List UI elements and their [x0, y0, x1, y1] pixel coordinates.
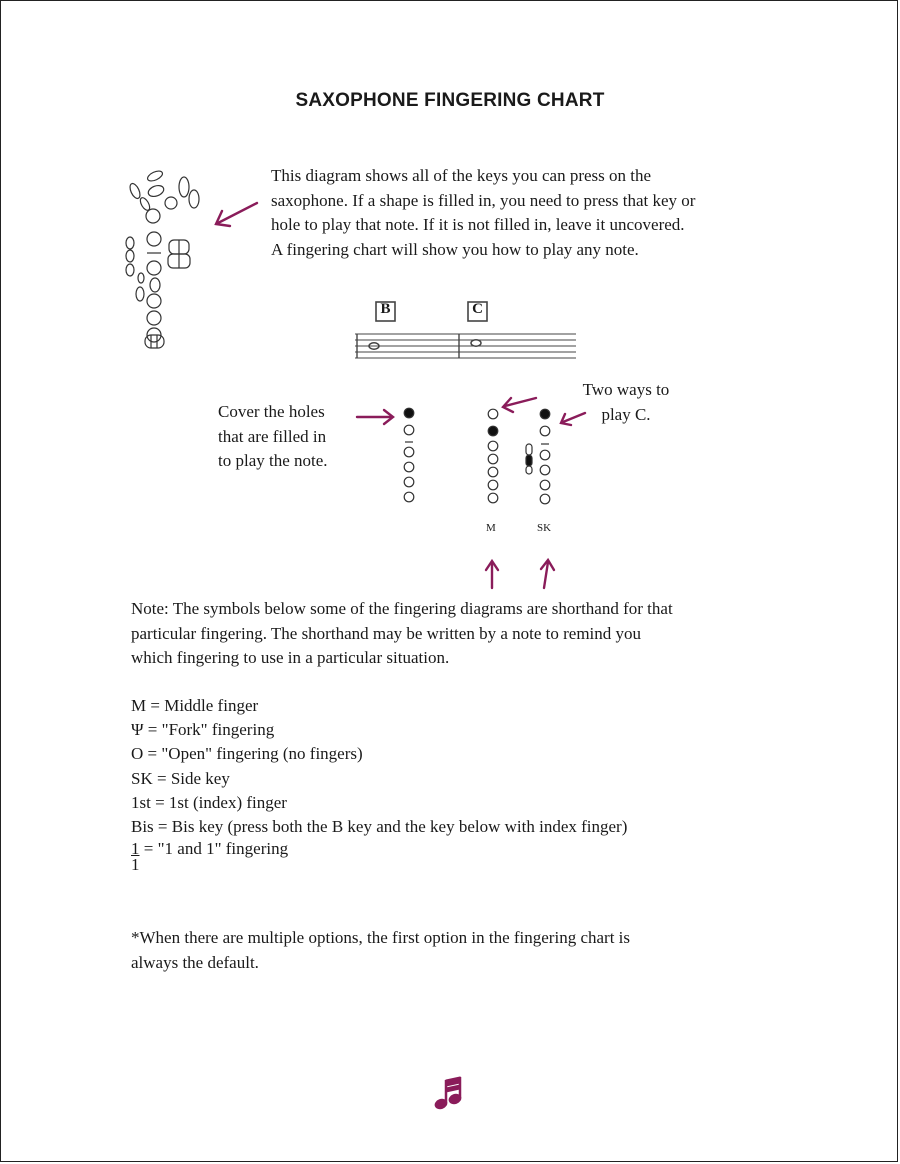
cover-callout — [218, 400, 328, 474]
music-notes-icon — [434, 1077, 462, 1110]
fingering-b — [404, 408, 414, 502]
callout-line: that are filled in — [218, 426, 327, 446]
intro-text — [271, 164, 791, 262]
note-paragraph — [131, 597, 811, 671]
footnote-line: always the default. — [131, 952, 259, 972]
callout-line: to play the note. — [218, 451, 328, 470]
callout-line: Cover the holes — [218, 402, 325, 421]
legend-item: O = "Open" fingering (no fingers) — [131, 744, 363, 764]
footnote — [131, 926, 630, 975]
intro-line: saxophone. If a shape is filled in, you need to press that key or — [271, 190, 696, 210]
legend-item-one-and-one — [131, 839, 627, 858]
footnote-line: *When there are multiple options, the first option in the fingering chart is — [131, 928, 631, 947]
arrow-to-c-top — [503, 398, 536, 412]
intro-line: This diagram shows all of the keys you can press on the — [271, 166, 652, 185]
legend-item: M = Middle finger — [131, 696, 259, 715]
legend-item: SK = Side key — [131, 768, 230, 788]
intro-line: A fingering chart will show you how to play any note. — [271, 239, 639, 259]
arrow-to-fingering-b — [357, 410, 393, 424]
note-line: Note: The symbols below some of the fingering diagrams are shorthand for that — [131, 599, 673, 618]
note-c-label: C — [472, 301, 483, 317]
fingering-c-side-key — [526, 409, 550, 504]
arrow-up-sk — [541, 560, 554, 588]
note-line: particular fingering. The shorthand may be written by a note to remind you — [131, 623, 642, 643]
legend-item: Ψ = "Fork" fingering — [131, 720, 275, 740]
legend-item: Bis = Bis key (press both the B key and the key below with index finger) — [131, 817, 628, 837]
sax-key-diagram — [126, 169, 199, 348]
fraction-top: 1 — [131, 839, 140, 859]
legend-item-text: = "1 and 1" fingering — [139, 839, 289, 859]
legend-item: 1st = 1st (index) finger — [131, 792, 287, 812]
arrow-up-m — [486, 561, 498, 588]
callout-line: Two ways to — [582, 380, 670, 399]
fingering-label-sk: SK — [537, 522, 552, 534]
callout-line: play C. — [601, 404, 651, 424]
note-line: which fingering to use in a particular situation. — [131, 648, 450, 667]
arrow-to-key-diagram — [216, 203, 257, 226]
fingering-c-middle — [488, 409, 498, 503]
fraction-bottom: 1 — [131, 855, 140, 875]
shorthand-legend — [131, 694, 628, 875]
page-title: SAXOPHONE FINGERING CHART — [295, 90, 605, 111]
two-ways-callout — [576, 378, 676, 427]
fingering-label-m: M — [486, 522, 496, 534]
note-b-label: B — [380, 301, 391, 317]
intro-line: hole to play that note. If it is not filled in, leave it uncovered. — [271, 215, 685, 234]
